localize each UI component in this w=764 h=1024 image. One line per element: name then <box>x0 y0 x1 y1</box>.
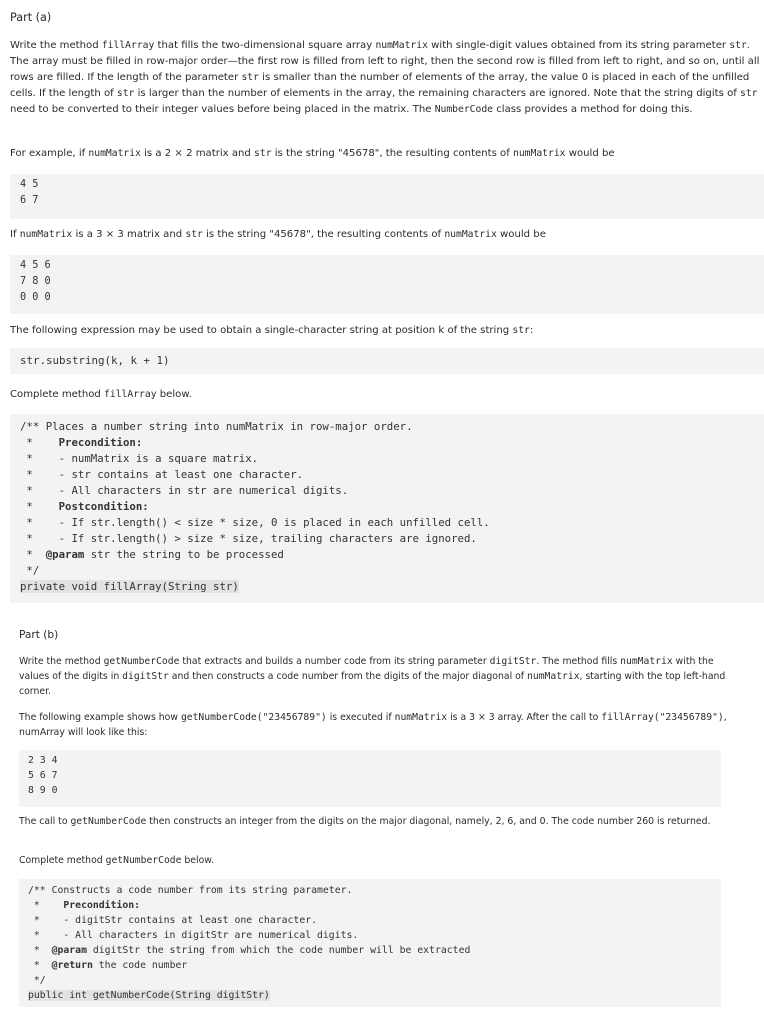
text-run: need to be converted to their integer values before being placed in the matrix. The <box>10 104 435 115</box>
part-b-example-matrix <box>19 750 721 807</box>
text-run: . The method fills <box>536 656 621 667</box>
text-run: is a 3 × 3 array. After the call to <box>447 712 602 723</box>
text-run: would be <box>565 148 615 159</box>
text-run: For example, if <box>10 148 89 159</box>
code-text: * - str contains at least one character. <box>20 468 304 481</box>
code-line <box>28 973 721 988</box>
text-run: The call to <box>19 816 71 827</box>
inline-code: numMatrix <box>375 40 428 51</box>
text-run: is executed if <box>326 712 395 723</box>
text-run: is the string "45678", the resulting contents of <box>202 229 445 240</box>
matrix-row: 5 6 7 <box>28 770 58 781</box>
inline-code: getNumberCode <box>70 816 147 827</box>
code-text: the code number <box>92 960 188 971</box>
inline-code: str <box>185 229 203 240</box>
code-line <box>20 451 764 467</box>
inline-code: numMatrix <box>394 712 448 723</box>
text-run: of the string <box>444 325 513 336</box>
text-run: that extracts and builds a number code from its string parameter <box>179 656 490 667</box>
code-text: * <box>20 436 59 449</box>
code-text: str the string to be processed <box>84 548 284 561</box>
text-run: k <box>438 325 445 336</box>
substring-code: str.substring(k, k + 1) <box>20 354 170 367</box>
inline-code: numMatrix <box>88 148 141 159</box>
matrix-row: 6 7 <box>20 195 39 206</box>
part-b-intro <box>19 654 739 699</box>
inline-code: fillArray("23456789") <box>601 712 724 723</box>
code-text: * - digitStr contains at least one character. <box>28 915 318 926</box>
code-text: * - All characters in digitStr are numerical digits. <box>28 930 359 941</box>
code-text: digitStr the string from which the code number will be extracted <box>86 945 471 956</box>
code-line <box>20 419 764 435</box>
inline-code: NumberCode <box>434 104 494 115</box>
getnumbercode-code-box <box>19 879 721 1007</box>
part-b-title: Part (b) <box>19 629 59 641</box>
code-line <box>28 898 721 913</box>
code-line <box>28 928 721 943</box>
text-run: Complete method <box>10 389 105 400</box>
code-text: /** Places a number string into numMatrix in row-major order. <box>20 420 413 433</box>
code-keyword: Precondition: <box>58 436 143 449</box>
text-run: is a 2 × 2 matrix and <box>140 148 255 159</box>
code-line <box>20 531 764 547</box>
text-run: The following example shows how <box>19 712 181 723</box>
inline-code: numMatrix <box>19 229 73 240</box>
part-a-substring-text <box>10 323 762 339</box>
fillarray-signature-row <box>10 579 764 595</box>
code-line <box>20 563 764 579</box>
matrix-row: 4 5 <box>20 179 39 190</box>
text-run: is the string "45678", the resulting contents of <box>271 148 513 159</box>
inline-code: numMatrix <box>444 229 497 240</box>
text-run: . The array must be filled in row-major order—the first row is filled from left to right, then the second row is filled from left to right, and so on, until all rows are filled. If the length of the parameter <box>10 40 760 83</box>
getnumbercode-signature: public int getNumberCode(String digitStr) <box>28 990 270 1001</box>
inline-code: str <box>254 148 272 159</box>
matrix-row: 4 5 6 <box>20 260 51 271</box>
text-run: is larger than the number of elements in the array, the remaining characters are ignored. Note that the string digits of <box>134 88 741 99</box>
text-run: is smaller than the number of elements of the array, the value 0 is placed in each of the unfilled cells. If the length of <box>10 72 750 99</box>
code-line <box>28 913 721 928</box>
inline-code: getNumberCode("23456789") <box>180 712 327 723</box>
code-line <box>28 943 721 958</box>
part-a-intro <box>10 38 762 118</box>
code-text: * - numMatrix is a square matrix. <box>20 452 259 465</box>
code-text: * <box>28 960 52 971</box>
code-line <box>20 435 764 451</box>
code-line <box>28 883 721 898</box>
inline-code: digitStr <box>489 656 537 667</box>
code-text: /** Constructs a code number from its string parameter. <box>28 885 353 896</box>
text-run: class provides a method for doing this. <box>493 104 693 115</box>
code-text: * - If str.length() < size * size, 0 is placed in each unfilled cell. <box>20 516 490 529</box>
inline-code: digitStr <box>122 671 169 682</box>
matrix-row: 8 9 0 <box>28 785 58 796</box>
part-a-complete-text <box>10 387 762 403</box>
code-keyword: @return <box>51 960 93 971</box>
matrix-row: 2 3 4 <box>28 755 58 766</box>
text-run: If <box>10 229 20 240</box>
inline-code: getNumberCode <box>105 855 182 866</box>
part-b-example-text <box>19 710 739 740</box>
code-line <box>20 515 764 531</box>
text-run: below. <box>181 855 215 866</box>
code-keyword: Postcondition: <box>58 500 149 513</box>
inline-code: numMatrix <box>513 148 566 159</box>
text-run: Write the method <box>19 656 104 667</box>
code-keyword: @param <box>45 548 85 561</box>
inline-code: str <box>740 88 758 99</box>
code-text: */ <box>20 564 40 577</box>
text-run: Write the method <box>10 40 102 51</box>
inline-code: numMatrix <box>620 656 673 667</box>
substring-code-box <box>10 348 764 374</box>
inline-code: numMatrix <box>527 671 580 682</box>
code-text: */ <box>28 975 46 986</box>
text-run: then constructs an integer from the digits on the major diagonal, namely, 2, 6, and 0. The code number 260 is returned. <box>146 816 711 827</box>
part-b-result-text <box>19 814 739 829</box>
code-line <box>28 958 721 973</box>
inline-code: fillArray <box>101 40 155 51</box>
code-line <box>20 467 764 483</box>
code-text: * <box>20 500 59 513</box>
code-keyword: @param <box>51 945 87 956</box>
matrix-row: 0 0 0 <box>20 292 51 303</box>
fillarray-code-box <box>10 414 764 603</box>
matrix-row: 7 8 0 <box>20 276 51 287</box>
text-run: , starting with the top left-hand corner. <box>19 671 726 697</box>
code-line <box>20 547 764 563</box>
text-run: , numArray will look like this: <box>19 712 727 738</box>
inline-code: str <box>729 40 747 51</box>
text-run: : <box>529 325 534 336</box>
code-line <box>20 483 764 499</box>
code-text: * - If str.length() > size * size, trailing characters are ignored. <box>20 532 477 545</box>
text-run: The following expression may be used to obtain a single-character string at position <box>10 325 439 336</box>
code-text: * <box>20 548 46 561</box>
code-keyword: Precondition: <box>63 900 141 911</box>
inline-code: fillArray <box>104 389 157 400</box>
fillarray-signature: private void fillArray(String str) <box>20 580 239 593</box>
code-text: * <box>28 900 64 911</box>
text-run: below. <box>156 389 192 400</box>
example2-matrix <box>10 255 764 314</box>
code-line <box>20 499 764 515</box>
part-b-complete-text <box>19 853 739 868</box>
inline-code: getNumberCode <box>103 656 180 667</box>
getnumbercode-signature-row <box>19 988 721 1003</box>
text-run: Complete method <box>19 855 106 866</box>
text-run: is a 3 × 3 matrix and <box>72 229 186 240</box>
part-a-title: Part (a) <box>10 11 52 24</box>
text-run: with the values of the digits in <box>19 656 714 682</box>
inline-code: str <box>241 72 259 83</box>
inline-code: str <box>116 88 135 99</box>
text-run: with single-digit values obtained from its string parameter <box>427 40 730 51</box>
text-run: and then constructs a code number from the digits of the major diagonal of <box>168 671 528 682</box>
part-a-example2-text <box>10 227 762 243</box>
fillarray-javadoc <box>10 419 764 579</box>
inline-code: str <box>512 325 530 336</box>
text-run: that fills the two-dimensional square array <box>154 40 376 51</box>
example1-matrix <box>10 174 764 219</box>
part-a-example1-text <box>10 146 762 162</box>
text-run: would be <box>496 229 546 240</box>
code-text: * - All characters in str are numerical digits. <box>20 484 349 497</box>
code-text: * <box>28 945 52 956</box>
getnumbercode-javadoc <box>19 883 721 988</box>
